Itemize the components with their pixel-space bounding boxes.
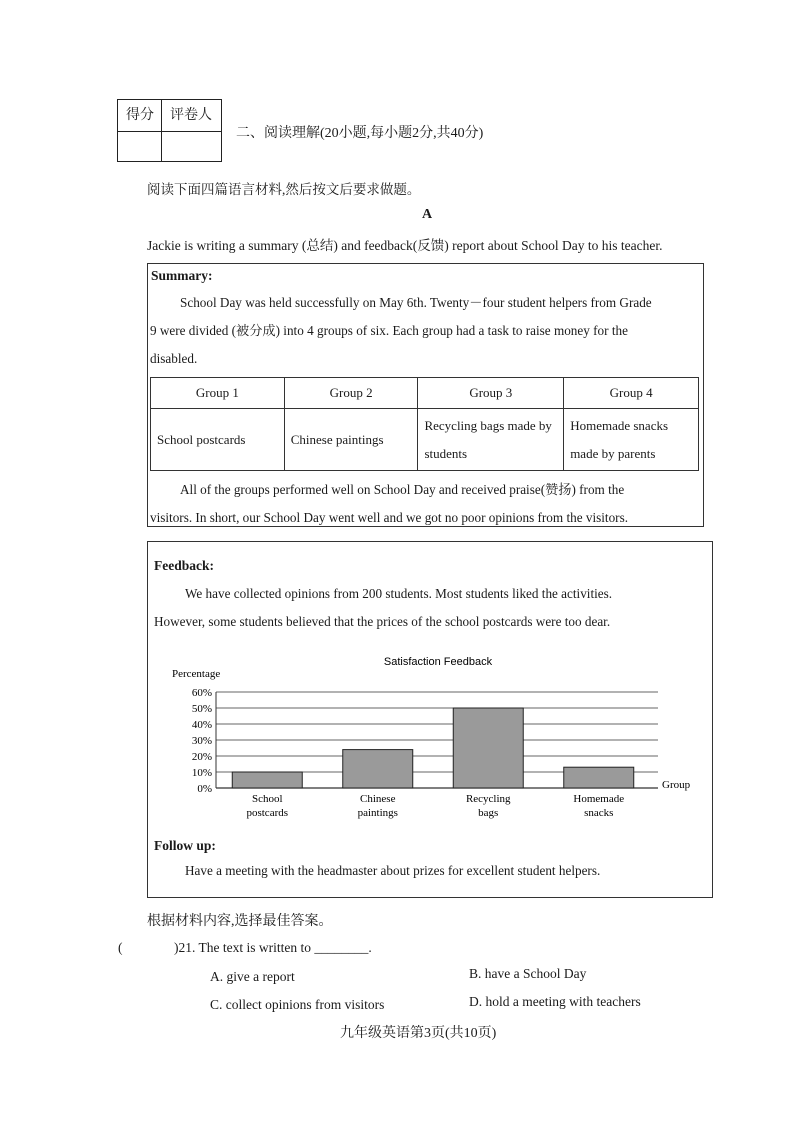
x-tick-label: postcards bbox=[246, 807, 289, 819]
x-tick-label: snacks bbox=[584, 807, 614, 819]
bar bbox=[343, 750, 413, 788]
option-d[interactable]: D. hold a meeting with teachers bbox=[469, 994, 641, 1009]
summary-title: Summary: bbox=[151, 268, 213, 283]
bar bbox=[453, 708, 523, 788]
table-header: Group 3 bbox=[418, 378, 564, 409]
feedback-line-2: However, some students believed that the prices of the school postcards were too dear. bbox=[154, 614, 611, 629]
score-label: 得分 bbox=[126, 108, 154, 123]
feedback-title: Feedback: bbox=[154, 558, 214, 573]
chart-xlabel: Group bbox=[662, 779, 691, 791]
y-tick-label: 0% bbox=[197, 783, 212, 795]
passage-intro: Jackie is writing a summary (总结) and feedback(反馈) report about School Day to his teacher. bbox=[147, 238, 663, 253]
question-stem: )21. The text is written to ________. bbox=[174, 940, 372, 955]
summary-line-3: disabled. bbox=[150, 351, 198, 366]
y-tick-label: 10% bbox=[191, 767, 212, 779]
summary-line-1: School Day was held successfully on May 6th. Twenty－four student helpers from Grade bbox=[180, 295, 652, 310]
x-tick-label: bags bbox=[478, 807, 499, 819]
x-tick-label: Homemade bbox=[573, 793, 625, 805]
chart-ylabel: Percentage bbox=[172, 668, 221, 680]
table-header: Group 4 bbox=[564, 378, 699, 409]
question-prompt: 根据材料内容,选择最佳答案。 bbox=[147, 914, 333, 929]
groups-table bbox=[150, 377, 699, 471]
page-footer: 九年级英语第3页(共10页) bbox=[340, 1026, 497, 1041]
table-cell: Chinese paintings bbox=[284, 409, 418, 471]
grader-label: 评卷人 bbox=[170, 108, 212, 123]
option-b[interactable]: B. have a School Day bbox=[469, 966, 587, 981]
bar bbox=[564, 767, 634, 788]
bar bbox=[232, 772, 302, 788]
summary-box bbox=[147, 263, 704, 527]
y-tick-label: 50% bbox=[191, 703, 212, 715]
reading-instruction: 阅读下面四篇语言材料,然后按文后要求做题。 bbox=[147, 182, 421, 197]
x-tick-label: paintings bbox=[357, 807, 398, 819]
section-title: 二、阅读理解(20小题,每小题2分,共40分) bbox=[236, 126, 484, 141]
table-header: Group 2 bbox=[284, 378, 418, 409]
table-cell: School postcards bbox=[151, 409, 285, 471]
passage-letter: A bbox=[422, 207, 433, 222]
y-tick-label: 40% bbox=[191, 719, 212, 731]
y-tick-label: 60% bbox=[191, 687, 212, 699]
x-tick-label: Recycling bbox=[465, 793, 511, 805]
feedback-line-1: We have collected opinions from 200 students. Most students liked the activities. bbox=[185, 586, 613, 601]
follow-up-text: Have a meeting with the headmaster about prizes for excellent student helpers. bbox=[185, 863, 601, 878]
x-tick-label: School bbox=[251, 793, 283, 805]
chart-title: Satisfaction Feedback bbox=[383, 656, 493, 668]
summary-line-2: 9 were divided (被分成) into 4 groups of six. Each group had a task to raise money for the bbox=[150, 323, 628, 338]
feedback-box bbox=[147, 541, 713, 898]
summary-line-4: All of the groups performed well on School Day and received praise(赞扬) from the bbox=[180, 482, 625, 497]
answer-paren: ( bbox=[118, 940, 123, 955]
score-table-row-divider bbox=[118, 131, 221, 132]
table-cell: Homemade snacks made by parents bbox=[564, 409, 699, 471]
follow-up-title: Follow up: bbox=[154, 838, 216, 853]
y-tick-label: 30% bbox=[191, 735, 212, 747]
option-c[interactable]: C. collect opinions from visitors bbox=[210, 997, 385, 1012]
table-cell: Recycling bags made by students bbox=[418, 409, 564, 471]
satisfaction-chart bbox=[148, 542, 714, 832]
score-table bbox=[117, 99, 222, 162]
x-tick-label: Chinese bbox=[360, 793, 396, 805]
table-header: Group 1 bbox=[151, 378, 285, 409]
option-a[interactable]: A. give a report bbox=[210, 969, 295, 984]
y-tick-label: 20% bbox=[191, 751, 212, 763]
summary-line-5: visitors. In short, our School Day went well and we got no poor opinions from the visitors. bbox=[150, 510, 628, 525]
